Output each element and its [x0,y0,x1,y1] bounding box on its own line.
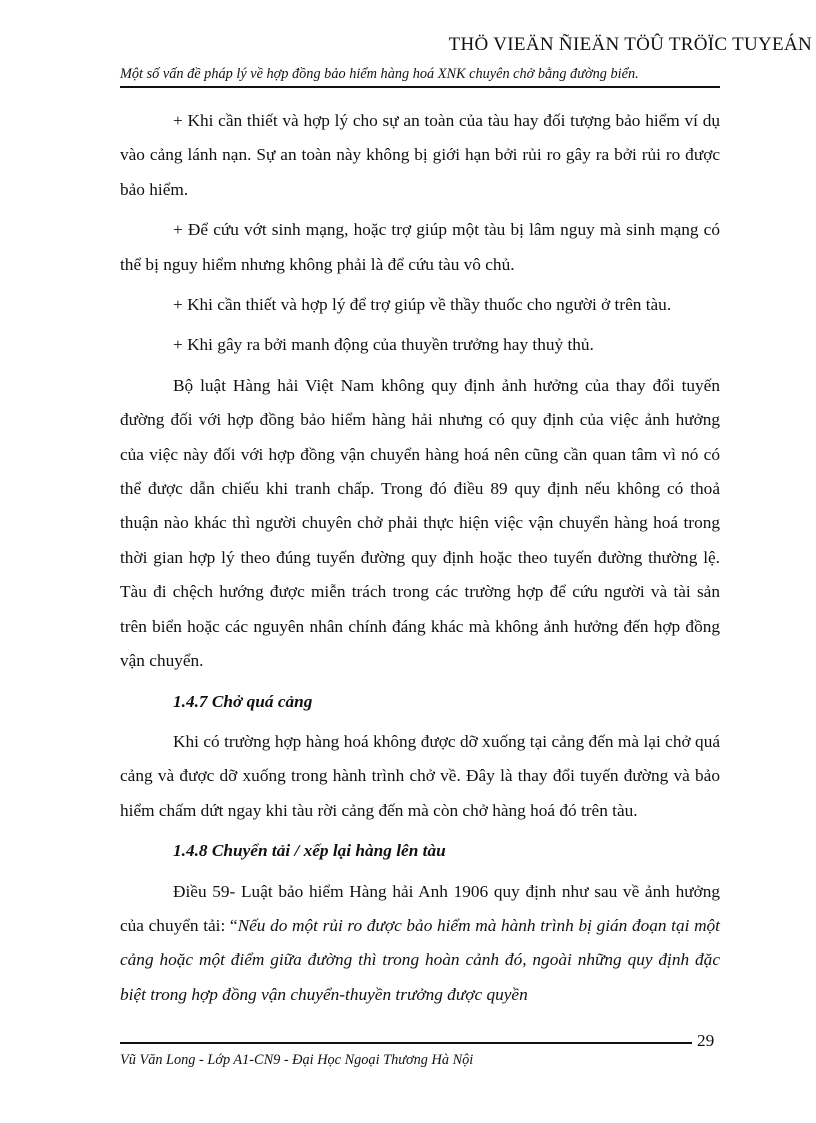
section-heading-1-4-7: 1.4.7 Chở quá cảng [173,691,313,711]
page-number: 29 [697,1031,715,1050]
header-divider [120,86,720,88]
paragraph-bullet-2: + Để cứu vớt sinh mạng, hoặc trợ giúp một tàu bị lâm nguy mà sinh mạng có thể bị nguy hiểm nhưng không phải là để cứu tàu vô chủ. [120,220,720,274]
paragraph-bullet-3: + Khi cần thiết và hợp lý để trợ giúp về thầy thuốc cho người ở trên tàu. [173,295,672,315]
page-body [120,104,720,1018]
site-watermark: THÖ VIEÄN ÑIEÄN TÖÛ TRÖÏC TUYEÁN [448,34,812,55]
footer-divider [120,1042,692,1044]
paragraph-bullet-4: + Khi gây ra bởi manh động của thuyền trưởng hay thuỷ thủ. [173,335,594,355]
document-running-title: Một số vấn đề pháp lý về hợp đồng bảo hiểm hàng hoá XNK chuyên chở bằng đường biển. [120,66,639,82]
transshipment-quote: Nếu do một rủi ro được bảo hiểm mà hành trình bị gián đoạn tại một cảng hoặc một điểm giữa đường thì trong hoàn cảnh đó, ngoài những quy định đặc biệt trong hợp đồng vận chuyển-thuyền trưởng được quyền [120,915,720,1004]
paragraph-transshipment [120,875,720,1013]
paragraph-maritime-code: Bộ luật Hàng hải Việt Nam không quy định ảnh hưởng của thay đổi tuyến đường đối với hợp đồng bảo hiểm hàng hải nhưng có quy định của việc ảnh hưởng của việc này đối với hợp đồng vận chuyển hàng hoá nên cũng cần quan tâm vì nó có thể được dẫn chiếu khi tranh chấp. Trong đó điều 89 quy định nếu không có thoả thuận nào khác thì người chuyên chở phải thực hiện việc vận chuyển hàng hoá trong thời gian hợp lý theo đúng tuyến đường quy định hoặc theo tuyến đường thường lệ. Tàu đi chệch hướng được miễn trách trong các trường hợp để cứu người và tài sản trên biển hoặc các nguyên nhân chính đáng khác mà không ảnh hưởng đến hợp đồng vận chuyển. [120,375,720,671]
footer-author-line: Vũ Văn Long - Lớp A1-CN9 - Đại Học Ngoại Thương Hà Nội [120,1052,474,1068]
transshipment-lead-text: Điều 59- Luật bảo hiểm Hàng hải Anh 1906 quy định như sau về ảnh hưởng của chuyển tải: “ [120,881,720,935]
paragraph-overcarriage: Khi có trường hợp hàng hoá không được dỡ xuống tại cảng đến mà lại chở quá cảng và được dỡ xuống trong hành trình chở về. Đây là thay đổi tuyến đường và bảo hiểm chấm dứt ngay khi tàu rời cảng đến mà còn chở hàng hoá đó trên tàu. [120,731,720,820]
paragraph-bullet-1: + Khi cần thiết và hợp lý cho sự an toàn của tàu hay đối tượng bảo hiểm ví dụ vào cảng lánh nạn. Sự an toàn này không bị giới hạn bởi rủi ro gây ra bởi rủi ro được bảo hiểm. [120,111,720,199]
section-heading-1-4-8: 1.4.8 Chuyển tải / xếp lại hàng lên tàu [173,841,446,861]
